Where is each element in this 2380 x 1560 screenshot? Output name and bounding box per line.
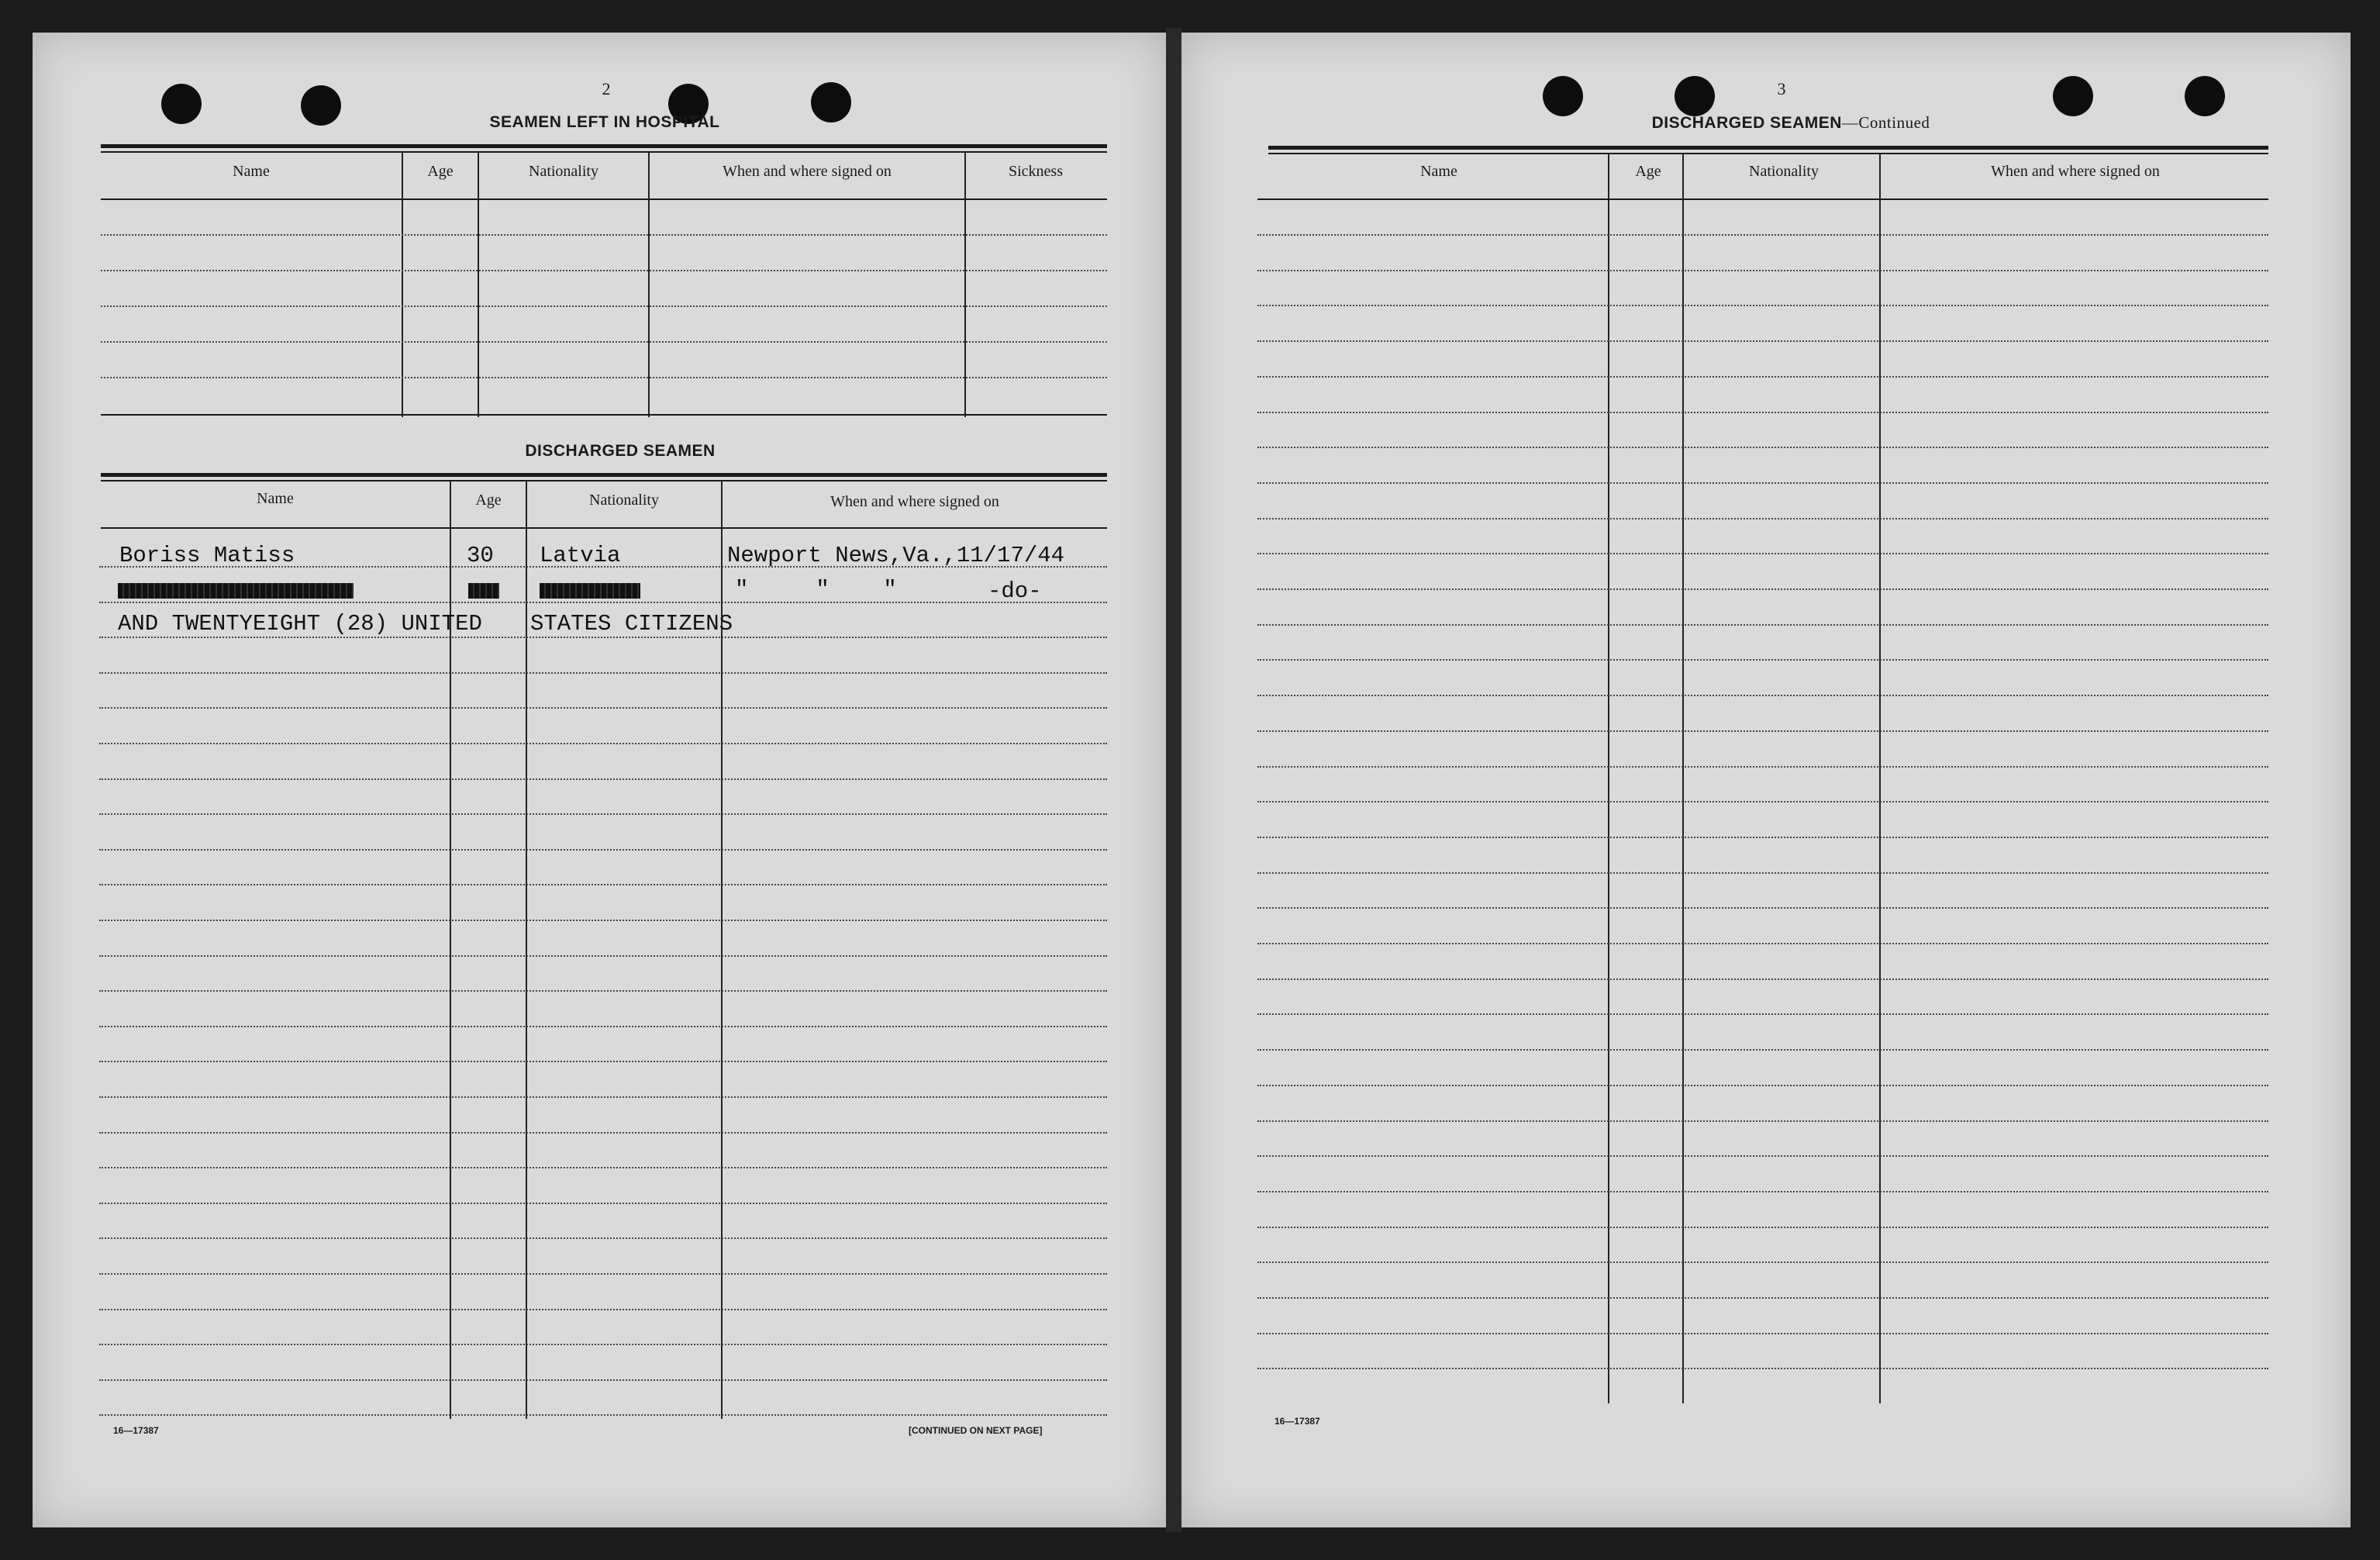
citizens-note-name: AND TWENTYEIGHT (28) UNITED xyxy=(118,611,482,637)
title-continued: —Continued xyxy=(1841,113,1930,132)
row-line xyxy=(1257,1191,2268,1192)
row-line xyxy=(1257,837,2268,838)
title-main: DISCHARGED SEAMEN xyxy=(1651,114,1842,132)
row-line xyxy=(101,377,1107,378)
row-line xyxy=(101,270,1107,271)
row-line xyxy=(99,1344,1107,1345)
citizens-note-nationality: STATES CITIZENS xyxy=(530,611,733,637)
entry-ditto: " " " xyxy=(735,577,897,602)
row-line xyxy=(99,884,1107,885)
row-line xyxy=(99,743,1107,744)
hospital-section-title: SEAMEN LEFT IN HOSPITAL xyxy=(489,113,720,131)
hospital-header-name: Name xyxy=(233,163,270,180)
row-line xyxy=(101,234,1107,236)
row-line xyxy=(1257,1120,2268,1122)
row-line xyxy=(1257,872,2268,874)
right-header-signed-on: When and where signed on xyxy=(1991,163,2160,180)
discharged-header-nationality: Nationality xyxy=(589,492,659,509)
row-line xyxy=(99,1061,1107,1062)
header-bottom-rule xyxy=(1257,198,2268,200)
redacted-name xyxy=(118,583,354,599)
right-header-name: Name xyxy=(1420,163,1457,180)
row-line xyxy=(1257,447,2268,448)
row-line xyxy=(99,672,1107,674)
row-line xyxy=(1257,659,2268,661)
row-line xyxy=(1257,270,2268,271)
row-line xyxy=(99,1414,1107,1416)
entry-nationality: Latvia xyxy=(540,543,621,568)
row-line xyxy=(1257,624,2268,626)
redacted-age xyxy=(468,583,499,599)
punch-hole xyxy=(2053,76,2093,116)
header-rule xyxy=(1268,153,2268,154)
row-line xyxy=(1257,305,2268,306)
row-line xyxy=(1257,978,2268,980)
row-line xyxy=(99,1237,1107,1239)
discharged-header-signed-on: When and where signed on xyxy=(830,493,999,510)
row-line xyxy=(99,1379,1107,1381)
header-bottom-rule xyxy=(101,527,1107,529)
hospital-header-sickness: Sickness xyxy=(1009,163,1063,180)
left-page xyxy=(33,33,1166,1527)
row-line xyxy=(99,1132,1107,1134)
row-line xyxy=(1257,1261,2268,1263)
row-line xyxy=(1257,1013,2268,1015)
form-number: 16—17387 xyxy=(113,1425,159,1436)
row-line xyxy=(1257,801,2268,802)
hospital-header-age: Age xyxy=(427,163,454,180)
discharged-header-name: Name xyxy=(257,490,294,507)
row-line xyxy=(99,1096,1107,1098)
row-line xyxy=(1257,482,2268,484)
entry-ditto-do: -do- xyxy=(988,578,1042,604)
row-line xyxy=(1257,1155,2268,1157)
row-line xyxy=(1257,1333,2268,1334)
punch-hole xyxy=(2185,76,2225,116)
discharged-section-title: DISCHARGED SEAMEN xyxy=(525,442,716,460)
row-line xyxy=(1257,553,2268,554)
right-page xyxy=(1181,33,2351,1527)
row-line xyxy=(99,707,1107,709)
header-rule xyxy=(101,473,1107,477)
entry-name: Boriss Matiss xyxy=(119,543,295,568)
row-line xyxy=(101,305,1107,307)
hospital-bottom-rule xyxy=(101,414,1107,416)
right-header-nationality: Nationality xyxy=(1749,163,1819,180)
row-line xyxy=(1257,695,2268,696)
row-line xyxy=(1257,376,2268,378)
row-line xyxy=(99,1309,1107,1310)
entry-age: 30 xyxy=(467,543,494,568)
row-line xyxy=(1257,412,2268,413)
column-divider xyxy=(526,481,527,1419)
row-line xyxy=(1257,1368,2268,1369)
hospital-header-signed-on: When and where signed on xyxy=(723,163,892,180)
discharged-continued-title xyxy=(1581,113,2000,133)
punch-hole xyxy=(1543,76,1583,116)
punch-hole xyxy=(811,82,851,123)
row-line xyxy=(99,920,1107,921)
header-rule xyxy=(101,151,1107,153)
row-line xyxy=(99,602,1107,603)
punch-hole xyxy=(161,84,202,124)
row-line xyxy=(99,1203,1107,1204)
row-line xyxy=(99,955,1107,957)
row-line xyxy=(99,1273,1107,1275)
punch-hole xyxy=(301,85,341,126)
page-number: 3 xyxy=(1777,79,1786,98)
row-line xyxy=(1257,766,2268,768)
continued-note: [CONTINUED ON NEXT PAGE] xyxy=(909,1425,1043,1436)
row-line xyxy=(1257,340,2268,342)
row-line xyxy=(99,849,1107,851)
entry-signed-on: Newport News,Va.,11/17/44 xyxy=(727,543,1065,568)
page-number: 2 xyxy=(602,79,611,98)
row-line xyxy=(99,1026,1107,1027)
header-rule xyxy=(101,144,1107,148)
row-line xyxy=(99,637,1107,638)
row-line xyxy=(1257,234,2268,236)
row-line xyxy=(1257,588,2268,590)
row-line xyxy=(1257,518,2268,519)
row-line xyxy=(99,813,1107,815)
page-fold xyxy=(1166,28,1181,1532)
row-line xyxy=(1257,1049,2268,1051)
row-line xyxy=(1257,1085,2268,1086)
header-rule xyxy=(1268,146,2268,150)
row-line xyxy=(1257,943,2268,944)
row-line xyxy=(101,341,1107,343)
row-line xyxy=(1257,907,2268,909)
header-rule xyxy=(101,480,1107,481)
row-line xyxy=(99,778,1107,780)
header-bottom-rule xyxy=(101,198,1107,200)
row-line xyxy=(1257,1297,2268,1299)
row-line xyxy=(1257,730,2268,732)
discharged-header-age: Age xyxy=(475,492,502,509)
form-number: 16—17387 xyxy=(1275,1416,1320,1427)
row-line xyxy=(99,990,1107,992)
row-line xyxy=(99,1167,1107,1168)
hospital-header-nationality: Nationality xyxy=(529,163,598,180)
redacted-nationality xyxy=(540,583,640,599)
row-line xyxy=(1257,1227,2268,1228)
right-header-age: Age xyxy=(1635,163,1661,180)
punch-hole xyxy=(1675,76,1715,116)
